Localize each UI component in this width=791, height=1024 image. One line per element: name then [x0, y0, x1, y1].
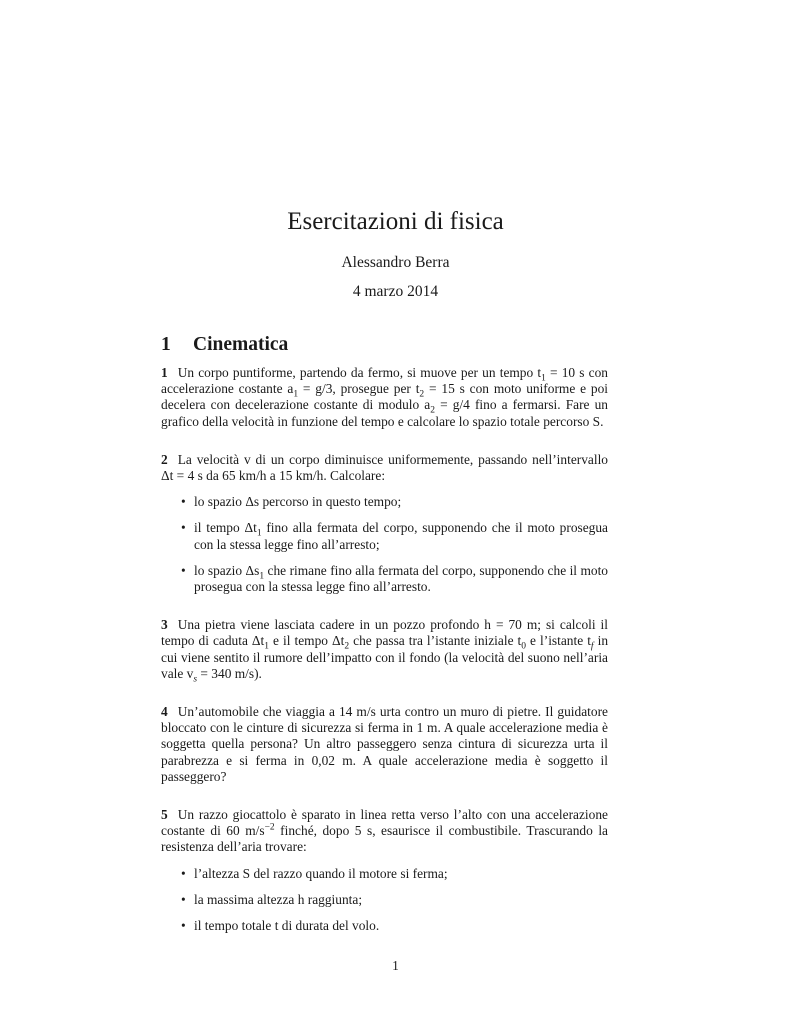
exercise-number: 3: [161, 617, 168, 633]
list-item-text: fino alla fermata del corpo, supponendo che il moto prosegua con la stessa legge fino all’arresto;: [194, 520, 608, 552]
section-title: Cinematica: [193, 334, 289, 355]
list-item: [161, 918, 608, 934]
exercise-text: in cui viene sentito il rumore dell’impatto con il fondo (la velocità del suono nell’aria vale v: [161, 633, 609, 681]
exercise-text: che passa tra l’istante iniziale t: [349, 633, 522, 649]
exercise-number: 1: [161, 365, 168, 380]
exercise-text: = 15 s con moto uniforme e poi decelera con decelerazione costante di modulo a: [161, 381, 608, 413]
exercise-number: 5: [161, 807, 168, 823]
bullet-icon: •: [181, 520, 186, 536]
exercise-text: Una pietra viene lasciata cadere in un pozzo profondo h = 70 m; si calcoli il tempo di caduta Δt: [161, 617, 608, 649]
exercise-2-list: [161, 494, 608, 595]
list-item-text: lo spazio Δs percorso in questo tempo;: [194, 494, 402, 510]
exercise-text: e il tempo Δt: [269, 633, 345, 649]
exercise-text: = g/3, prosegue per t: [298, 381, 420, 397]
document-body: [161, 365, 608, 956]
exercise-text: La velocità v di un corpo diminuisce uniformemente, passando nell’intervallo Δt = 4 s da 65 km/h a 15 km/h. Calcolare:: [161, 451, 608, 484]
superscript: −2: [264, 822, 275, 833]
exercise-text: = g/4 fino a fermarsi. Fare un grafico della velocità in funzione del tempo e calcolare lo spazio totale percorso S.: [161, 397, 608, 429]
exercise-5-list: [161, 866, 608, 935]
exercise-text: e l’istante t: [526, 633, 591, 649]
list-item-text: la massima altezza h raggiunta;: [194, 891, 363, 907]
subscript: 2: [430, 406, 435, 417]
document-date: 4 marzo 2014: [352, 283, 439, 300]
document-author: Alessandro Berra: [341, 254, 450, 271]
exercise-2: [161, 452, 608, 595]
list-item-text: che rimane fino alla fermata del corpo, supponendo che il moto prosegua con la stessa legge fino all’arresto.: [194, 562, 608, 595]
exercise-text: Un razzo giocattolo è sparato in linea retta verso l’alto con una accelerazione costante di 60 m/s: [161, 807, 608, 839]
exercise-3: [161, 617, 609, 685]
exercise-4: [161, 704, 608, 785]
exercise-text: Un corpo puntiforme, partendo da fermo, si muove per un tempo t: [177, 365, 542, 380]
document-title: Esercitazioni di fisica: [287, 208, 504, 235]
subscript: 2: [344, 642, 350, 653]
exercise-2-intro: [161, 452, 608, 484]
list-item-text: il tempo totale t di durata del volo.: [194, 918, 380, 934]
list-item: [161, 520, 608, 552]
subscript: 2: [419, 389, 425, 400]
bullet-icon: •: [181, 918, 186, 934]
exercise-number: 4: [161, 704, 168, 720]
bullet-icon: •: [181, 494, 186, 510]
exercise-1: [161, 365, 608, 430]
exercise-5-intro: [161, 807, 608, 856]
list-item: [161, 866, 608, 882]
list-item-text: l’altezza S del razzo quando il motore si ferma;: [194, 865, 448, 881]
exercise-text: = 10 s con accelerazione costante a: [161, 365, 608, 397]
list-item-text: il tempo Δt: [194, 520, 257, 536]
exercise-text: Un’automobile che viaggia a 14 m/s urta contro un muro di pietre. Il guidatore bloccato con le cinture di sicurezza si ferma in 1 m. A quale accelerazione media è soggetta quella persona? Un altro passeggero senza cintura di sicurezza urta il parabrezza e si ferma in 0,02 m. A quale accelerazione media è soggetto il passeggero?: [161, 704, 608, 784]
subscript: f: [590, 642, 594, 653]
exercise-5: [161, 807, 608, 934]
list-item: [161, 563, 608, 595]
subscript: 1: [541, 373, 546, 384]
bullet-icon: •: [181, 891, 186, 907]
list-item: [161, 892, 608, 908]
list-item: [161, 494, 608, 510]
subscript: 1: [256, 529, 262, 540]
list-item-text: lo spazio Δs: [194, 562, 260, 578]
exercise-number: 2: [161, 451, 168, 467]
bullet-icon: •: [181, 562, 186, 578]
page-number: 1: [392, 958, 399, 973]
bullet-icon: •: [181, 865, 186, 881]
exercise-text: finché, dopo 5 s, esaurisce il combustibile. Trascurando la resistenza dell’aria trovare:: [161, 823, 608, 855]
subscript: 1: [293, 389, 299, 400]
section-heading: [161, 332, 288, 358]
exercise-text: = 340 m/s).: [197, 665, 262, 681]
section-number: 1: [161, 334, 171, 355]
subscript: 1: [259, 571, 265, 582]
subscript: s: [193, 674, 198, 685]
subscript: 1: [264, 642, 270, 653]
subscript: 0: [521, 642, 527, 653]
